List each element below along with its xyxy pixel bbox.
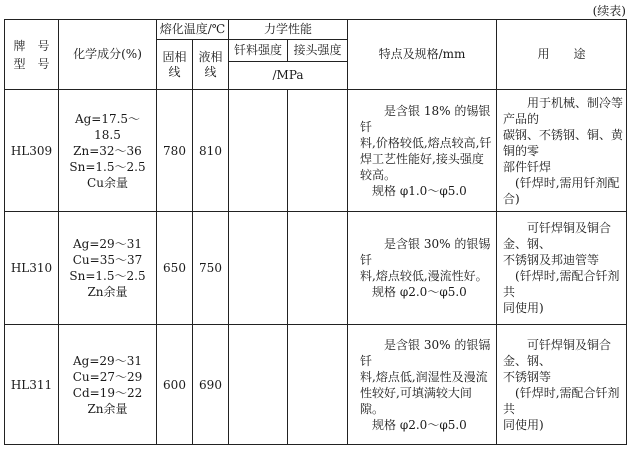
header-unit: /MPa xyxy=(229,62,348,90)
composition-cell: Ag=29～31 Cu=35～37 Sn=1.5～2.5 Zn余量 xyxy=(59,212,157,325)
continued-label: (续表) xyxy=(592,4,626,18)
header-filler-strength: 钎料强度 xyxy=(229,40,288,62)
header-melting-temp: 熔化温度/℃ xyxy=(157,20,229,40)
joint-strength-cell xyxy=(288,90,348,212)
table-row xyxy=(5,90,627,212)
brand-cell: HL311 xyxy=(5,325,59,445)
table-row xyxy=(5,325,627,445)
solder-spec-table xyxy=(4,19,627,445)
table-row xyxy=(5,212,627,325)
joint-strength-cell xyxy=(288,325,348,445)
header-solidus: 固相 线 xyxy=(157,40,193,90)
composition-cell: Ag=29～31 Cu=27～29 Cd=19～22 Zn余量 xyxy=(59,325,157,445)
usage-cell: 可钎焊铜及铜合金、钢、 不锈钢及邦迪管等 (钎焊时,需配合钎剂共 同使用) xyxy=(497,212,627,325)
brand-cell: HL310 xyxy=(5,212,59,325)
solidus-cell: 650 xyxy=(157,212,193,325)
header-liquidus: 液相 线 xyxy=(193,40,229,90)
header-features: 特点及规格/mm xyxy=(348,20,497,90)
filler-strength-cell xyxy=(229,90,288,212)
features-cell: 是含银 30% 的银镉钎 料,熔点低,润湿性及漫流 性较好,可填满较大间隙。 规格 φ2.0～φ5.0 xyxy=(348,325,497,445)
header-composition: 化学成分(%) xyxy=(59,20,157,90)
header-mechanical: 力学性能 xyxy=(229,20,348,40)
features-cell: 是含银 18% 的锡银钎 料,价格较低,熔点较高,钎 焊工艺性能好,接头强度 较高。 规格 φ1.0～φ5.0 xyxy=(348,90,497,212)
usage-cell: 用于机械、制冷等产品的 碳钢、不锈钢、铜、黄铜的零 部件钎焊 (钎焊时,需用钎剂配合) xyxy=(497,90,627,212)
solidus-cell: 780 xyxy=(157,90,193,212)
liquidus-cell: 810 xyxy=(193,90,229,212)
header-brand: 牌 号 型 号 xyxy=(5,20,59,90)
solidus-cell: 600 xyxy=(157,325,193,445)
liquidus-cell: 750 xyxy=(193,212,229,325)
filler-strength-cell xyxy=(229,212,288,325)
liquidus-cell: 690 xyxy=(193,325,229,445)
features-cell: 是含银 30% 的银锡钎 料,熔点较低,漫流性好。 规格 φ2.0～φ5.0 xyxy=(348,212,497,325)
joint-strength-cell xyxy=(288,212,348,325)
usage-cell: 可钎焊铜及铜合金、钢、 不锈钢等 (钎焊时,需配合钎剂共 同使用) xyxy=(497,325,627,445)
header-usage: 用 途 xyxy=(497,20,627,90)
filler-strength-cell xyxy=(229,325,288,445)
header-joint-strength: 接头强度 xyxy=(288,40,348,62)
composition-cell: Ag=17.5～ 18.5 Zn=32～36 Sn=1.5～2.5 Cu余量 xyxy=(59,90,157,212)
brand-cell: HL309 xyxy=(5,90,59,212)
